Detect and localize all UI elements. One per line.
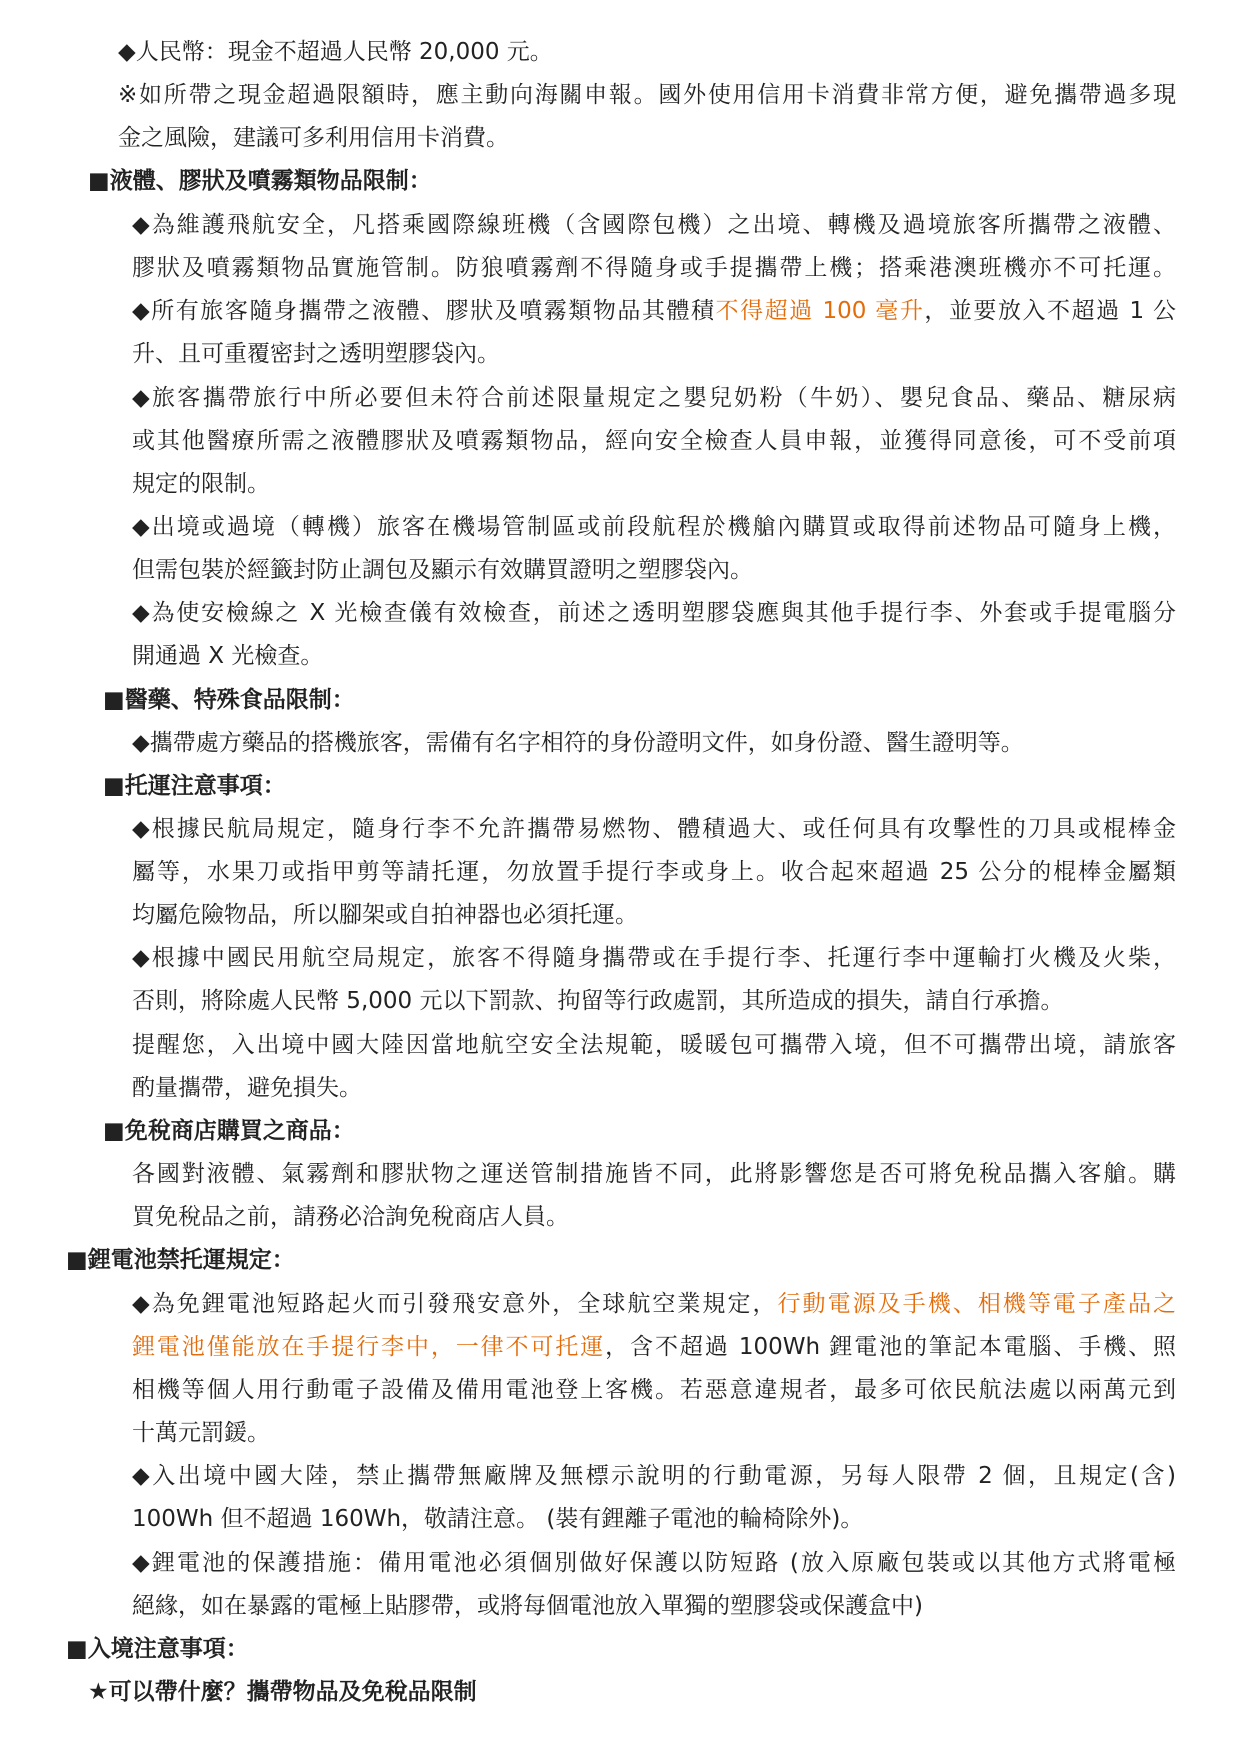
lithium-p1-highlight-1: 行動電源及手機、相機等電子產品之	[777, 1291, 1176, 1317]
checkin-p3-line-2: 酌量攜帶，避免損失。	[132, 1075, 362, 1101]
liquids-p3-line-2: 或其他醫療所需之液體膠狀及噴霧類物品，經向安全檢查人員申報，並獲得同意後，可不受前項	[132, 428, 1176, 454]
lithium-p2-line-1: ◆入出境中國大陸，禁止攜帶無廠牌及無標示說明的行動電源，另每人限帶 2 個，且規定(含)	[132, 1463, 1176, 1489]
checkin-p1-line-2: 屬等，水果刀或指甲剪等請托運，勿放置手提行李或身上。收合起來超過 25 公分的棍棒金屬類	[132, 859, 1176, 885]
liquids-p5-line-2: 開通過 X 光檢查。	[132, 643, 324, 669]
liquids-p5-line-1: ◆為使安檢線之 X 光檢查儀有效檢查，前述之透明塑膠袋應與其他手提行李、外套或手提電腦分	[132, 600, 1176, 626]
liquids-p3-line-3: 規定的限制。	[132, 471, 270, 497]
dutyfree-p1-line-2: 買免稅品之前，請務必洽詢免稅商店人員。	[132, 1204, 569, 1230]
cny-note-line-1: ※如所帶之現金超過限額時，應主動向海關申報。國外使用信用卡消費非常方便，避免攜帶過多現	[118, 82, 1176, 108]
checkin-p1-line-1: ◆根據民航局規定，隨身行李不允許攜帶易燃物、體積過大、或任何具有攻擊性的刀具或棍棒金	[132, 816, 1176, 842]
lithium-p3-line-2: 絕緣，如在暴露的電極上貼膠帶，或將每個電池放入單獨的塑膠袋或保護盒中)	[132, 1593, 923, 1619]
checkin-p3-line-1: 提醒您，入出境中國大陸因當地航空安全法規範，暖暖包可攜帶入境，但不可攜帶出境，請旅客	[132, 1032, 1176, 1058]
lithium-p1-line-1	[132, 1284, 1176, 1324]
cny-note-line-2: 金之風險，建議可多利用信用卡消費。	[118, 125, 509, 151]
liquids-p2-text: ◆所有旅客隨身攜帶之液體、膠狀及噴霧類物品其體積	[132, 298, 716, 324]
lithium-p1-text-after: ，含不超過 100Wh 鋰電池的筆記本電腦、手機、照	[605, 1334, 1177, 1360]
medicine-heading: ■醫藥、特殊食品限制：	[103, 687, 355, 713]
lithium-p1-line-2	[132, 1327, 1176, 1367]
liquids-p1-line-1: ◆為維護飛航安全，凡搭乘國際線班機（含國際包機）之出境、轉機及過境旅客所攜帶之液體、	[132, 212, 1176, 238]
lithium-p2-line-2: 100Wh 但不超過 160Wh，敬請注意。 (裝有鋰離子電池的輪椅除外)。	[132, 1506, 864, 1532]
liquids-p2-highlight: 不得超過 100 毫升	[715, 298, 925, 324]
liquids-p2-line-2: 升、且可重覆密封之透明塑膠袋內。	[132, 341, 500, 367]
lithium-p1-highlight-2: 鋰電池僅能放在手提行李中，一律不可托運	[132, 1334, 606, 1360]
cny-cash-line: ◆人民幣：現金不超過人民幣 20,000 元。	[118, 39, 553, 65]
dutyfree-p1-line-1: 各國對液體、氣霧劑和膠狀物之運送管制措施皆不同，此將影響您是否可將免稅品攜入客艙。購	[132, 1161, 1176, 1187]
lithium-p1-line-4: 十萬元罰鍰。	[132, 1420, 270, 1446]
lithium-p3-line-1: ◆鋰電池的保護措施：備用電池必須個別做好保護以防短路 (放入原廠包裝或以其他方式將電極	[132, 1550, 1176, 1576]
liquids-p4-line-1: ◆出境或過境（轉機）旅客在機場管制區或前段航程於機艙內購買或取得前述物品可隨身上機，	[132, 514, 1176, 540]
liquids-p2-line-1	[132, 291, 1176, 331]
lithium-p1-line-3: 相機等個人用行動電子設備及備用電池登上客機。若惡意違規者，最多可依民航法處以兩萬元到	[132, 1377, 1176, 1403]
checkin-p2-line-2: 否則，將除處人民幣 5,000 元以下罰款、拘留等行政處罰，其所造成的損失，請自行承擔。	[132, 988, 1064, 1014]
checkin-p2-line-1: ◆根據中國民用航空局規定，旅客不得隨身攜帶或在手提行李、托運行李中運輸打火機及火柴，	[132, 945, 1176, 971]
liquids-p1-line-2: 膠狀及噴霧類物品實施管制。防狼噴霧劑不得隨身或手提攜帶上機；搭乘港澳班機亦不可托運。	[132, 255, 1176, 281]
dutyfree-heading: ■免稅商店購買之商品：	[103, 1118, 355, 1144]
entry-heading: ■入境注意事項：	[66, 1636, 249, 1662]
entry-subheading: ★可以帶什麼？攜帶物品及免稅品限制	[88, 1679, 477, 1705]
liquids-p4-line-2: 但需包裝於經籤封防止調包及顯示有效購買證明之塑膠袋內。	[132, 557, 753, 583]
medicine-p1: ◆攜帶處方藥品的搭機旅客，需備有名字相符的身份證明文件，如身份證、醫生證明等。	[132, 730, 1024, 756]
checkin-heading: ■托運注意事項：	[103, 773, 286, 799]
liquids-p3-line-1: ◆旅客攜帶旅行中所必要但未符合前述限量規定之嬰兒奶粉（牛奶）、嬰兒食品、藥品、糖尿病	[132, 385, 1176, 411]
lithium-heading: ■鋰電池禁托運規定：	[66, 1247, 295, 1273]
checkin-p1-line-3: 均屬危險物品，所以腳架或自拍神器也必須托運。	[132, 902, 638, 928]
liquids-heading: ■液體、膠狀及噴霧類物品限制：	[88, 168, 432, 194]
liquids-p2-text-after: ，並要放入不超過 1 公	[924, 298, 1176, 324]
lithium-p1-text: ◆為免鋰電池短路起火而引發飛安意外，全球航空業規定，	[132, 1291, 778, 1317]
